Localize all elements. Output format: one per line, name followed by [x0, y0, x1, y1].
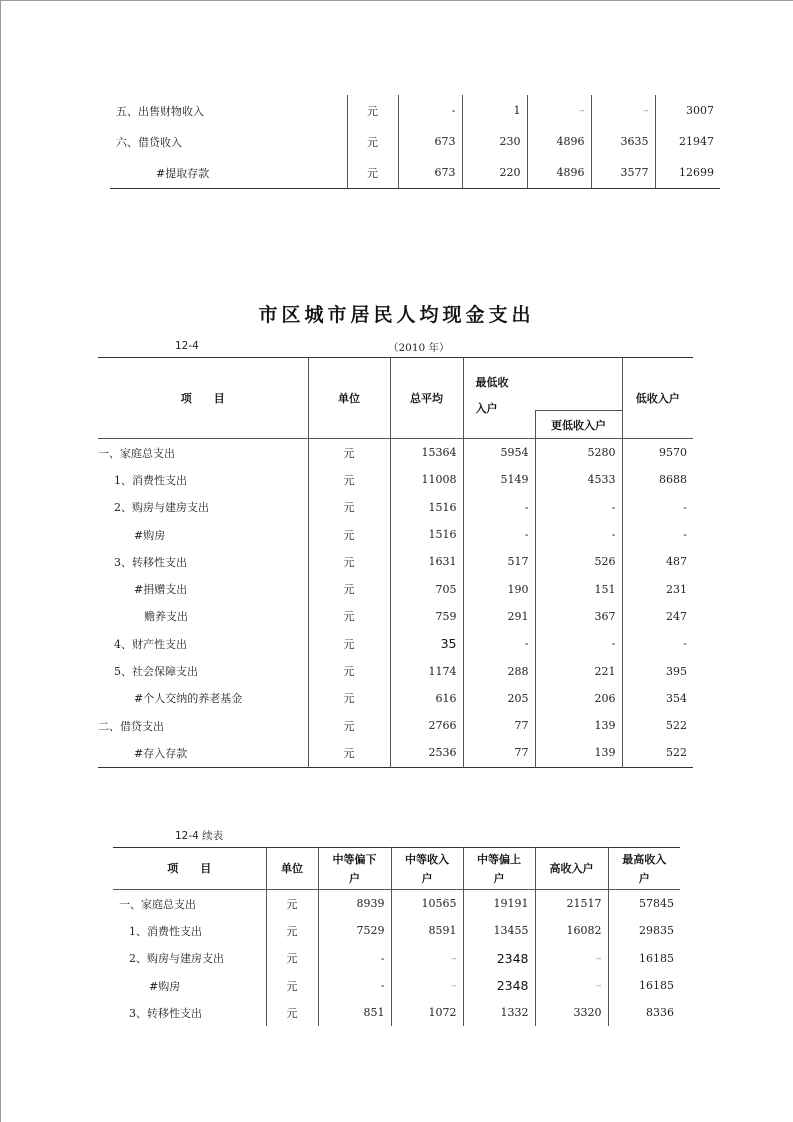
row-value: 77 — [463, 712, 535, 739]
row-value: 3320 — [535, 999, 608, 1026]
row-value: 395 — [622, 657, 693, 684]
row-value: 616 — [390, 685, 463, 712]
row-value: 1516 — [390, 521, 463, 548]
row-value: 4896 — [527, 157, 591, 189]
row-value: - — [622, 494, 693, 521]
table-row — [113, 945, 680, 972]
row-value: 2348 — [463, 972, 535, 999]
header-item: 项 目 — [113, 848, 266, 890]
row-value: 13455 — [463, 917, 535, 944]
header-lowest-income — [463, 358, 622, 415]
row-unit: 元 — [266, 945, 318, 972]
row-value: 3007 — [655, 95, 720, 126]
row-value: 21947 — [655, 126, 720, 157]
row-value: – — [391, 945, 463, 972]
row-value: 29835 — [608, 917, 680, 944]
table-row — [98, 603, 693, 630]
row-value: 851 — [318, 999, 391, 1026]
row-value: – — [535, 945, 608, 972]
row-value: 2766 — [390, 712, 463, 739]
row-value: 367 — [535, 603, 622, 630]
table-row — [98, 439, 693, 467]
row-unit: 元 — [308, 630, 390, 657]
row-value: 231 — [622, 575, 693, 602]
table-row — [98, 630, 693, 657]
row-value: 10565 — [391, 890, 463, 918]
row-unit: 元 — [308, 466, 390, 493]
row-label: #提取存款 — [156, 166, 210, 180]
row-value: 220 — [462, 157, 527, 189]
row-value: 705 — [390, 575, 463, 602]
row-value: 230 — [462, 126, 527, 157]
row-value: 2536 — [390, 739, 463, 767]
row-unit: 元 — [308, 548, 390, 575]
header-item: 项 目 — [98, 358, 308, 439]
page-title: 市区城市居民人均现金支出 — [258, 304, 535, 326]
row-label: 2、购房与建房支出 — [129, 952, 224, 966]
row-value: 15364 — [390, 439, 463, 467]
table-row — [98, 575, 693, 602]
continued-label: 12-4 续表 — [175, 830, 224, 842]
header-unit: 单位 — [266, 848, 318, 890]
table-row — [98, 466, 693, 493]
row-label: 六、借贷收入 — [116, 135, 182, 149]
row-value: 1516 — [390, 494, 463, 521]
row-value: 5280 — [535, 439, 622, 467]
row-label: 赡养支出 — [144, 610, 188, 624]
row-unit: 元 — [347, 157, 398, 189]
header-highest: 最高收入户 — [608, 848, 680, 890]
income-table-continuation — [110, 95, 720, 189]
row-value: - — [622, 630, 693, 657]
page-frame-left — [0, 0, 1, 1122]
row-label: 3、转移性支出 — [129, 1006, 202, 1020]
row-unit: 元 — [347, 95, 398, 126]
expenditure-table-continued — [113, 847, 680, 1026]
row-unit: 元 — [308, 494, 390, 521]
row-value: 526 — [535, 548, 622, 575]
row-unit: 元 — [308, 439, 390, 467]
row-value: 673 — [398, 126, 462, 157]
row-value: – — [535, 972, 608, 999]
table-row — [98, 712, 693, 739]
row-value: 11008 — [390, 466, 463, 493]
row-label: 4、财产性支出 — [114, 637, 187, 651]
row-value: 487 — [622, 548, 693, 575]
row-value: 8336 — [608, 999, 680, 1026]
row-value: – — [391, 972, 463, 999]
row-value: 4896 — [527, 126, 591, 157]
row-value: 77 — [463, 739, 535, 767]
header-lower-income: 更低收入户 — [535, 411, 622, 439]
row-label: 一、家庭总支出 — [98, 446, 175, 460]
row-label: 二、借贷支出 — [98, 719, 164, 733]
row-unit: 元 — [308, 603, 390, 630]
table-row — [113, 917, 680, 944]
table-row — [113, 890, 680, 918]
row-value: 522 — [622, 712, 693, 739]
row-value: 291 — [463, 603, 535, 630]
row-label: #购房 — [134, 528, 166, 542]
year-note: （2010 年） — [388, 342, 450, 354]
row-value: 4533 — [535, 466, 622, 493]
row-value: 16082 — [535, 917, 608, 944]
table-row — [113, 972, 680, 999]
row-value: 288 — [463, 657, 535, 684]
row-value: 8939 — [318, 890, 391, 918]
row-value: - — [318, 945, 391, 972]
row-unit: 元 — [266, 999, 318, 1026]
table-row — [110, 157, 720, 189]
row-label: #捐赠支出 — [134, 583, 188, 597]
header-unit: 单位 — [308, 358, 390, 439]
row-value: 522 — [622, 739, 693, 767]
row-value: 139 — [535, 712, 622, 739]
table-row — [98, 685, 693, 712]
table-row — [98, 739, 693, 767]
table-row — [98, 548, 693, 575]
row-value: - — [622, 521, 693, 548]
row-label: 2、购房与建房支出 — [114, 501, 209, 515]
row-label: #存入存款 — [134, 746, 188, 760]
row-label: 5、社会保障支出 — [114, 665, 198, 679]
row-value: - — [535, 521, 622, 548]
row-value: – — [591, 95, 655, 126]
header-middle-upper: 中等偏上户 — [463, 848, 535, 890]
row-value: 1332 — [463, 999, 535, 1026]
row-value: 3635 — [591, 126, 655, 157]
row-value: 206 — [535, 685, 622, 712]
row-value: 1631 — [390, 548, 463, 575]
row-unit: 元 — [266, 890, 318, 918]
page-frame-top — [0, 0, 793, 1]
header-middle: 中等收入户 — [391, 848, 463, 890]
row-value: - — [318, 972, 391, 999]
header-total-average: 总平均 — [390, 358, 463, 439]
row-unit: 元 — [308, 575, 390, 602]
table-row — [113, 999, 680, 1026]
row-value: - — [535, 494, 622, 521]
table-row — [98, 494, 693, 521]
row-unit: 元 — [308, 685, 390, 712]
row-value: - — [463, 521, 535, 548]
row-value: 12699 — [655, 157, 720, 189]
table-row — [98, 657, 693, 684]
row-value: 247 — [622, 603, 693, 630]
header-lowest-income-label: 最低收入户 — [475, 376, 509, 415]
row-value: - — [463, 494, 535, 521]
header-high: 高收入户 — [535, 848, 608, 890]
row-value: - — [535, 630, 622, 657]
row-unit: 元 — [308, 657, 390, 684]
row-label: 1、消费性支出 — [129, 924, 202, 938]
row-value: 2348 — [463, 945, 535, 972]
row-unit: 元 — [308, 739, 390, 767]
row-value: 16185 — [608, 945, 680, 972]
row-value: 1072 — [391, 999, 463, 1026]
row-value: – — [527, 95, 591, 126]
row-value: 139 — [535, 739, 622, 767]
row-value: 35 — [390, 630, 463, 657]
row-value: 8591 — [391, 917, 463, 944]
row-value: 9570 — [622, 439, 693, 467]
row-value: 57845 — [608, 890, 680, 918]
row-value: - — [463, 630, 535, 657]
row-value: 221 — [535, 657, 622, 684]
table-row — [98, 521, 693, 548]
row-unit: 元 — [266, 917, 318, 944]
row-unit: 元 — [308, 521, 390, 548]
row-label: #个人交纳的养老基金 — [134, 692, 243, 706]
table-code: 12-4 — [175, 340, 199, 352]
row-value: - — [398, 95, 462, 126]
header-middle-lower: 中等偏下户 — [318, 848, 391, 890]
row-unit: 元 — [266, 972, 318, 999]
row-value: 205 — [463, 685, 535, 712]
row-value: 5149 — [463, 466, 535, 493]
header-low-income: 低收入户 — [622, 358, 693, 439]
row-value: 517 — [463, 548, 535, 575]
expenditure-table — [98, 357, 693, 768]
row-label: #购房 — [149, 979, 181, 993]
row-unit: 元 — [308, 712, 390, 739]
row-value: 19191 — [463, 890, 535, 918]
row-value: 8688 — [622, 466, 693, 493]
table-row — [110, 126, 720, 157]
row-unit: 元 — [347, 126, 398, 157]
row-label: 1、消费性支出 — [114, 473, 187, 487]
row-value: 1174 — [390, 657, 463, 684]
row-value: 190 — [463, 575, 535, 602]
row-value: 3577 — [591, 157, 655, 189]
row-value: 16185 — [608, 972, 680, 999]
row-value: 1 — [462, 95, 527, 126]
row-value: 5954 — [463, 439, 535, 467]
row-value: 354 — [622, 685, 693, 712]
row-value: 7529 — [318, 917, 391, 944]
table-row — [110, 95, 720, 126]
row-value: 151 — [535, 575, 622, 602]
row-label: 一、家庭总支出 — [119, 897, 196, 911]
row-value: 21517 — [535, 890, 608, 918]
row-value: 759 — [390, 603, 463, 630]
row-label: 五、出售财物收入 — [116, 104, 204, 118]
row-value: 673 — [398, 157, 462, 189]
row-label: 3、转移性支出 — [114, 555, 187, 569]
